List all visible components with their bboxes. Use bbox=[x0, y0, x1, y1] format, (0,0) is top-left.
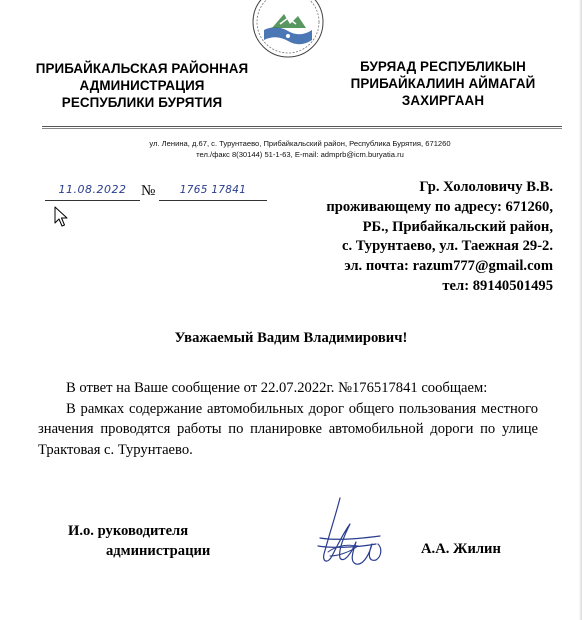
signatory-role-line: администрации bbox=[106, 542, 211, 559]
signatory-role-line: И.о. руководителя bbox=[68, 523, 189, 539]
registration-date: 11.08.2022 bbox=[45, 180, 140, 201]
recipient-phone: тел: 89140501495 bbox=[442, 277, 553, 294]
mouse-pointer-icon bbox=[54, 206, 68, 228]
recipient-address-line: с. Турунтаево, ул. Таежная 29-2. bbox=[342, 238, 553, 255]
district-coat-of-arms-icon bbox=[250, 0, 326, 60]
contacts-address: ул. Ленина, д.67, с. Турунтаево, Прибайкальский район, Республика Бурятия, 671260 bbox=[149, 139, 451, 148]
body-paragraph: В ответ на Ваше сообщение от 22.07.2022г. №176517841 сообщаем: bbox=[66, 380, 488, 396]
registration-number: 1765 17841 bbox=[159, 180, 267, 201]
signatory-role bbox=[68, 522, 210, 561]
salutation: Уважаемый Вадим Владимирович! bbox=[174, 330, 408, 346]
recipient-address-line: проживающему по адресу: 671260, bbox=[326, 198, 553, 215]
recipient-block bbox=[273, 178, 553, 297]
recipient-name: Гр. Хололовичу В.В. bbox=[419, 179, 553, 195]
org-name-line: РЕСПУБЛИКИ БУРЯТИЯ bbox=[61, 95, 223, 110]
org-name-line: БУРЯАД РЕСПУБЛИКЫН bbox=[360, 59, 526, 74]
org-name-russian bbox=[18, 60, 266, 111]
header-divider bbox=[42, 126, 562, 127]
number-sign: № bbox=[141, 183, 156, 199]
letter-body bbox=[38, 378, 538, 460]
recipient-email: эл. почта: razum777@gmail.com bbox=[344, 258, 553, 275]
org-name-line: ЗАХИРГААН bbox=[401, 93, 485, 108]
org-name-line: ПРИБАЙКАЛЬСКАЯ РАЙОННАЯ bbox=[35, 61, 249, 76]
org-name-line: ПРИБАЙКАЛИИН АЙМАГАЙ bbox=[350, 76, 536, 91]
registration-line bbox=[45, 180, 267, 202]
org-name-line: АДМИНИСТРАЦИЯ bbox=[79, 78, 205, 93]
recipient-address-line: РБ., Прибайкальский район, bbox=[362, 218, 553, 235]
org-name-buryat bbox=[320, 58, 566, 109]
contacts-phone-email: тел./факс 8(30144) 51-1-63, E-mail: admprb@icm.buryatia.ru bbox=[196, 149, 404, 159]
org-contacts bbox=[40, 139, 560, 160]
handwritten-signature bbox=[310, 494, 385, 572]
signatory-name: А.А. Жилин bbox=[421, 541, 501, 557]
body-paragraph: В рамках содержание автомобильных дорог общего пользования местного значения проводятся работы по планировке автомобильной дороги по улице Трактовая с. Турунтаево. bbox=[38, 400, 538, 458]
header-divider bbox=[42, 128, 562, 129]
